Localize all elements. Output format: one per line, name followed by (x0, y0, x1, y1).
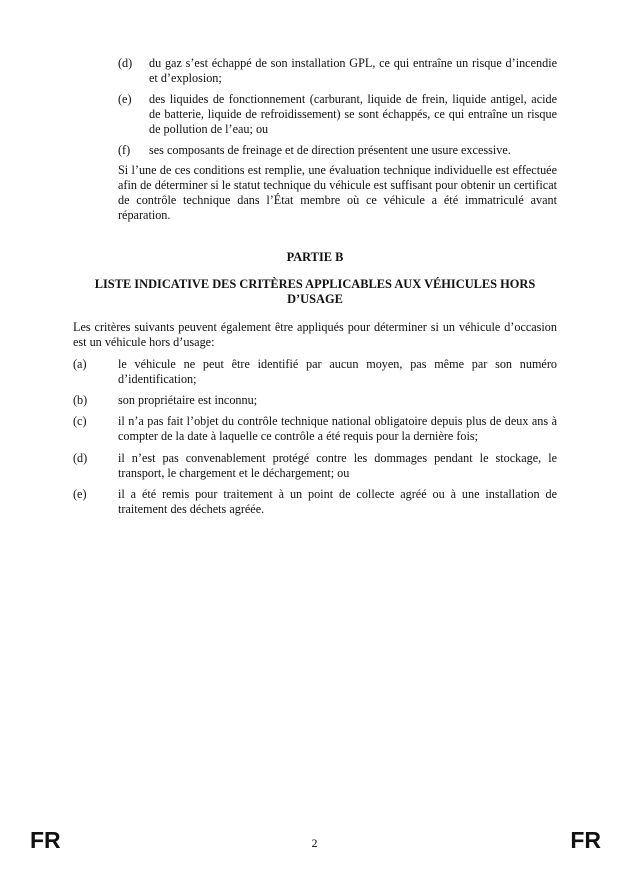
section-heading: PARTIE B (286, 250, 344, 264)
item-text: il a été remis pour traitement à un point de collecte agréé ou à une installation de traitement des déchets agréée. (118, 487, 557, 516)
page-number: 2 (311, 836, 318, 850)
item-label: (d) (73, 451, 88, 465)
item-text: son propriétaire est inconnu; (118, 393, 258, 407)
footer-language-left: FR (30, 827, 61, 853)
list-item (73, 393, 557, 408)
conclusion-paragraph: Si l’une de ces conditions est remplie, une évaluation technique individuelle est effectuée afin de déterminer si le statut technique du véhicule est suffisant pour obtenir un certificat de contrôle technique dans l’État membre où ce véhicule a été immatriculé avant réparation. (118, 163, 557, 222)
item-label: (d) (118, 56, 133, 70)
item-label: (e) (118, 92, 132, 106)
list-item (73, 414, 557, 444)
item-text: il n’a pas fait l’objet du contrôle technique national obligatoire depuis plus de deux ans à compter de la date à laquelle ce contrôle a été requis pour la dernière fois; (118, 414, 557, 443)
intro-paragraph: Les critères suivants peuvent également être appliqués pour déterminer si un véhicule d’occasion est un véhicule hors d’usage: (73, 320, 557, 349)
item-text: du gaz s’est échappé de son installation GPL, ce qui entraîne un risque d’incendie et d’explosion; (149, 56, 557, 85)
list-item (73, 357, 557, 387)
list-item (118, 92, 557, 137)
list-item (118, 143, 557, 158)
list-item (118, 56, 557, 86)
item-label: (f) (118, 143, 131, 157)
item-label: (e) (73, 487, 87, 501)
item-text: il n’est pas convenablement protégé contre les dommages pendant le stockage, le transport, le chargement et le déchargement; ou (118, 451, 557, 480)
item-text: le véhicule ne peut être identifié par aucun moyen, pas même par son numéro d’identification; (118, 357, 557, 386)
item-label: (b) (73, 393, 88, 407)
item-text: des liquides de fonctionnement (carburant, liquide de frein, liquide antigel, acide de batterie, liquide de refroidissement) se sont échappés, ce qui entraîne un risque de pollution de l’eau; ou (149, 92, 557, 136)
list-item (73, 451, 557, 481)
footer-language-right: FR (570, 827, 601, 853)
item-text: ses composants de freinage et de direction présentent une usure excessive. (149, 143, 511, 157)
list-item (73, 487, 557, 517)
section-title: LISTE INDICATIVE DES CRITÈRES APPLICABLES AUX VÉHICULES HORS D’USAGE (94, 277, 536, 306)
item-label: (a) (73, 357, 87, 371)
item-label: (c) (73, 414, 87, 428)
